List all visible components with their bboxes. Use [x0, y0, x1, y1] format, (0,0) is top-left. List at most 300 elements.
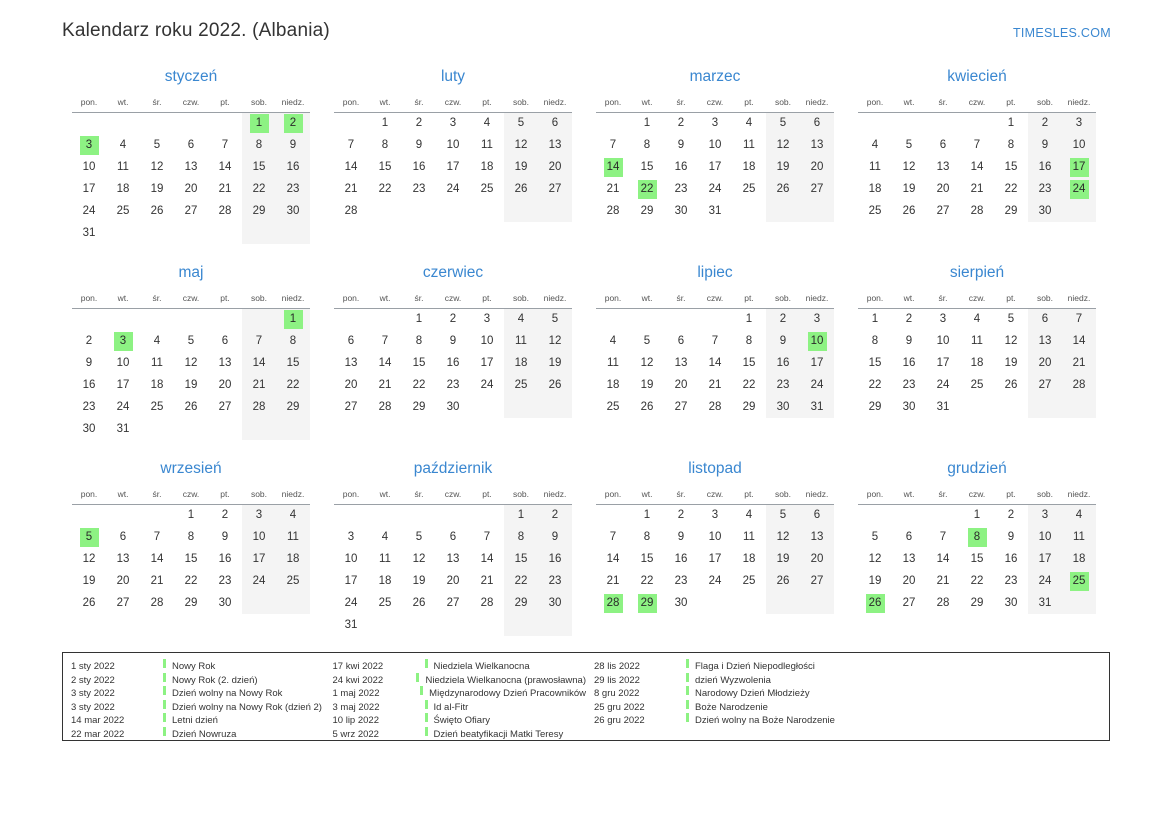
- day-cell[interactable]: [732, 526, 766, 548]
- day-cell[interactable]: [208, 592, 242, 614]
- day-cell[interactable]: [926, 526, 960, 548]
- day-cell[interactable]: [858, 352, 892, 374]
- day-cell[interactable]: [106, 156, 140, 178]
- day-cell[interactable]: [402, 592, 436, 614]
- day-cell[interactable]: [276, 200, 310, 222]
- day-cell[interactable]: [766, 112, 800, 134]
- day-cell[interactable]: [960, 548, 994, 570]
- day-cell[interactable]: [664, 592, 698, 614]
- day-cell[interactable]: [732, 330, 766, 352]
- day-cell[interactable]: [1028, 308, 1062, 330]
- day-cell[interactable]: [926, 396, 960, 418]
- day-cell[interactable]: [436, 548, 470, 570]
- day-cell[interactable]: [276, 570, 310, 592]
- day-cell[interactable]: [858, 156, 892, 178]
- day-cell[interactable]: [242, 526, 276, 548]
- day-cell[interactable]: [630, 200, 664, 222]
- day-cell[interactable]: [664, 178, 698, 200]
- day-cell[interactable]: [208, 374, 242, 396]
- day-cell[interactable]: [174, 200, 208, 222]
- day-cell[interactable]: [1028, 200, 1062, 222]
- day-cell[interactable]: [402, 112, 436, 134]
- day-cell[interactable]: [334, 330, 368, 352]
- day-cell[interactable]: [470, 570, 504, 592]
- day-cell[interactable]: [334, 570, 368, 592]
- day-cell[interactable]: [732, 178, 766, 200]
- day-cell[interactable]: [766, 548, 800, 570]
- day-cell[interactable]: [242, 570, 276, 592]
- day-cell[interactable]: [174, 548, 208, 570]
- day-cell[interactable]: [960, 178, 994, 200]
- day-cell[interactable]: [174, 396, 208, 418]
- day-cell[interactable]: [504, 112, 538, 134]
- day-cell[interactable]: [504, 352, 538, 374]
- day-cell[interactable]: [596, 396, 630, 418]
- day-cell[interactable]: [140, 526, 174, 548]
- day-cell[interactable]: [664, 396, 698, 418]
- day-cell[interactable]: [596, 592, 630, 614]
- day-cell[interactable]: [436, 178, 470, 200]
- day-cell[interactable]: [174, 156, 208, 178]
- day-cell[interactable]: [538, 330, 572, 352]
- day-cell[interactable]: [436, 570, 470, 592]
- day-cell[interactable]: [766, 156, 800, 178]
- day-cell[interactable]: [732, 112, 766, 134]
- day-cell[interactable]: [368, 330, 402, 352]
- day-cell[interactable]: [470, 352, 504, 374]
- day-cell[interactable]: [276, 526, 310, 548]
- day-cell[interactable]: [208, 330, 242, 352]
- day-cell[interactable]: [994, 570, 1028, 592]
- day-cell[interactable]: [242, 178, 276, 200]
- day-cell[interactable]: [402, 526, 436, 548]
- day-cell[interactable]: [1062, 330, 1096, 352]
- day-cell[interactable]: [242, 374, 276, 396]
- day-cell[interactable]: [1028, 504, 1062, 526]
- day-cell[interactable]: [470, 330, 504, 352]
- day-cell[interactable]: [858, 330, 892, 352]
- day-cell[interactable]: [504, 570, 538, 592]
- day-cell[interactable]: [140, 330, 174, 352]
- day-cell[interactable]: [732, 156, 766, 178]
- day-cell[interactable]: [276, 156, 310, 178]
- day-cell[interactable]: [766, 178, 800, 200]
- day-cell[interactable]: [630, 156, 664, 178]
- day-cell[interactable]: [436, 374, 470, 396]
- day-cell[interactable]: [664, 330, 698, 352]
- day-cell[interactable]: [470, 308, 504, 330]
- day-cell[interactable]: [402, 178, 436, 200]
- day-cell[interactable]: [926, 352, 960, 374]
- day-cell[interactable]: [334, 352, 368, 374]
- day-cell[interactable]: [630, 526, 664, 548]
- day-cell[interactable]: [208, 504, 242, 526]
- day-cell[interactable]: [698, 200, 732, 222]
- day-cell[interactable]: [960, 570, 994, 592]
- day-cell[interactable]: [766, 526, 800, 548]
- day-cell[interactable]: [242, 156, 276, 178]
- day-cell[interactable]: [960, 308, 994, 330]
- day-cell[interactable]: [334, 396, 368, 418]
- day-cell[interactable]: [630, 504, 664, 526]
- day-cell[interactable]: [402, 308, 436, 330]
- day-cell[interactable]: [242, 200, 276, 222]
- day-cell[interactable]: [892, 308, 926, 330]
- day-cell[interactable]: [368, 112, 402, 134]
- day-cell[interactable]: [1062, 308, 1096, 330]
- day-cell[interactable]: [766, 570, 800, 592]
- day-cell[interactable]: [596, 330, 630, 352]
- day-cell[interactable]: [1028, 592, 1062, 614]
- day-cell[interactable]: [994, 112, 1028, 134]
- day-cell[interactable]: [174, 504, 208, 526]
- day-cell[interactable]: [800, 352, 834, 374]
- day-cell[interactable]: [242, 396, 276, 418]
- day-cell[interactable]: [1028, 374, 1062, 396]
- day-cell[interactable]: [1062, 526, 1096, 548]
- day-cell[interactable]: [800, 374, 834, 396]
- day-cell[interactable]: [140, 548, 174, 570]
- day-cell[interactable]: [106, 352, 140, 374]
- day-cell[interactable]: [106, 330, 140, 352]
- day-cell[interactable]: [732, 570, 766, 592]
- day-cell[interactable]: [892, 374, 926, 396]
- day-cell[interactable]: [994, 156, 1028, 178]
- day-cell[interactable]: [1062, 112, 1096, 134]
- day-cell[interactable]: [1062, 178, 1096, 200]
- day-cell[interactable]: [538, 592, 572, 614]
- day-cell[interactable]: [208, 570, 242, 592]
- day-cell[interactable]: [334, 614, 368, 636]
- day-cell[interactable]: [504, 308, 538, 330]
- day-cell[interactable]: [436, 352, 470, 374]
- day-cell[interactable]: [630, 570, 664, 592]
- day-cell[interactable]: [208, 352, 242, 374]
- day-cell[interactable]: [334, 526, 368, 548]
- day-cell[interactable]: [698, 134, 732, 156]
- day-cell[interactable]: [1062, 374, 1096, 396]
- day-cell[interactable]: [208, 200, 242, 222]
- day-cell[interactable]: [994, 352, 1028, 374]
- day-cell[interactable]: [1028, 526, 1062, 548]
- day-cell[interactable]: [960, 200, 994, 222]
- day-cell[interactable]: [242, 112, 276, 134]
- day-cell[interactable]: [174, 592, 208, 614]
- day-cell[interactable]: [766, 308, 800, 330]
- day-cell[interactable]: [72, 526, 106, 548]
- day-cell[interactable]: [800, 396, 834, 418]
- day-cell[interactable]: [368, 178, 402, 200]
- day-cell[interactable]: [994, 200, 1028, 222]
- day-cell[interactable]: [504, 374, 538, 396]
- day-cell[interactable]: [140, 178, 174, 200]
- day-cell[interactable]: [892, 352, 926, 374]
- day-cell[interactable]: [994, 308, 1028, 330]
- day-cell[interactable]: [858, 178, 892, 200]
- day-cell[interactable]: [596, 134, 630, 156]
- day-cell[interactable]: [72, 134, 106, 156]
- day-cell[interactable]: [538, 352, 572, 374]
- day-cell[interactable]: [470, 592, 504, 614]
- day-cell[interactable]: [538, 156, 572, 178]
- day-cell[interactable]: [208, 178, 242, 200]
- day-cell[interactable]: [892, 526, 926, 548]
- day-cell[interactable]: [698, 330, 732, 352]
- day-cell[interactable]: [766, 396, 800, 418]
- day-cell[interactable]: [698, 504, 732, 526]
- day-cell[interactable]: [858, 570, 892, 592]
- day-cell[interactable]: [402, 374, 436, 396]
- day-cell[interactable]: [334, 374, 368, 396]
- day-cell[interactable]: [596, 178, 630, 200]
- day-cell[interactable]: [800, 504, 834, 526]
- day-cell[interactable]: [892, 592, 926, 614]
- day-cell[interactable]: [766, 352, 800, 374]
- day-cell[interactable]: [698, 352, 732, 374]
- day-cell[interactable]: [960, 156, 994, 178]
- day-cell[interactable]: [994, 178, 1028, 200]
- day-cell[interactable]: [538, 112, 572, 134]
- day-cell[interactable]: [664, 352, 698, 374]
- day-cell[interactable]: [630, 374, 664, 396]
- day-cell[interactable]: [664, 374, 698, 396]
- day-cell[interactable]: [402, 548, 436, 570]
- day-cell[interactable]: [174, 134, 208, 156]
- day-cell[interactable]: [858, 200, 892, 222]
- day-cell[interactable]: [106, 200, 140, 222]
- day-cell[interactable]: [72, 592, 106, 614]
- day-cell[interactable]: [994, 548, 1028, 570]
- day-cell[interactable]: [596, 156, 630, 178]
- day-cell[interactable]: [106, 396, 140, 418]
- day-cell[interactable]: [208, 134, 242, 156]
- day-cell[interactable]: [276, 504, 310, 526]
- day-cell[interactable]: [504, 526, 538, 548]
- day-cell[interactable]: [960, 526, 994, 548]
- day-cell[interactable]: [994, 134, 1028, 156]
- day-cell[interactable]: [106, 592, 140, 614]
- day-cell[interactable]: [276, 330, 310, 352]
- day-cell[interactable]: [106, 570, 140, 592]
- day-cell[interactable]: [72, 352, 106, 374]
- day-cell[interactable]: [368, 592, 402, 614]
- day-cell[interactable]: [368, 134, 402, 156]
- day-cell[interactable]: [630, 330, 664, 352]
- day-cell[interactable]: [698, 570, 732, 592]
- day-cell[interactable]: [208, 396, 242, 418]
- day-cell[interactable]: [368, 352, 402, 374]
- day-cell[interactable]: [174, 526, 208, 548]
- day-cell[interactable]: [698, 548, 732, 570]
- day-cell[interactable]: [892, 570, 926, 592]
- day-cell[interactable]: [72, 222, 106, 244]
- day-cell[interactable]: [1062, 156, 1096, 178]
- day-cell[interactable]: [892, 396, 926, 418]
- day-cell[interactable]: [664, 526, 698, 548]
- day-cell[interactable]: [402, 134, 436, 156]
- day-cell[interactable]: [140, 134, 174, 156]
- day-cell[interactable]: [538, 374, 572, 396]
- day-cell[interactable]: [402, 396, 436, 418]
- day-cell[interactable]: [664, 548, 698, 570]
- day-cell[interactable]: [276, 178, 310, 200]
- day-cell[interactable]: [276, 308, 310, 330]
- day-cell[interactable]: [538, 526, 572, 548]
- day-cell[interactable]: [368, 526, 402, 548]
- day-cell[interactable]: [72, 178, 106, 200]
- day-cell[interactable]: [664, 112, 698, 134]
- day-cell[interactable]: [732, 134, 766, 156]
- day-cell[interactable]: [72, 200, 106, 222]
- day-cell[interactable]: [994, 526, 1028, 548]
- day-cell[interactable]: [800, 330, 834, 352]
- day-cell[interactable]: [334, 178, 368, 200]
- day-cell[interactable]: [504, 330, 538, 352]
- day-cell[interactable]: [106, 548, 140, 570]
- day-cell[interactable]: [276, 112, 310, 134]
- day-cell[interactable]: [630, 396, 664, 418]
- day-cell[interactable]: [140, 200, 174, 222]
- day-cell[interactable]: [106, 526, 140, 548]
- day-cell[interactable]: [106, 374, 140, 396]
- day-cell[interactable]: [892, 330, 926, 352]
- day-cell[interactable]: [538, 548, 572, 570]
- day-cell[interactable]: [1028, 330, 1062, 352]
- day-cell[interactable]: [72, 570, 106, 592]
- day-cell[interactable]: [664, 570, 698, 592]
- day-cell[interactable]: [926, 592, 960, 614]
- day-cell[interactable]: [436, 526, 470, 548]
- day-cell[interactable]: [1028, 156, 1062, 178]
- day-cell[interactable]: [800, 570, 834, 592]
- day-cell[interactable]: [538, 308, 572, 330]
- day-cell[interactable]: [106, 134, 140, 156]
- day-cell[interactable]: [72, 330, 106, 352]
- day-cell[interactable]: [470, 134, 504, 156]
- day-cell[interactable]: [402, 330, 436, 352]
- day-cell[interactable]: [994, 330, 1028, 352]
- day-cell[interactable]: [732, 548, 766, 570]
- day-cell[interactable]: [436, 592, 470, 614]
- day-cell[interactable]: [630, 592, 664, 614]
- day-cell[interactable]: [1028, 134, 1062, 156]
- day-cell[interactable]: [664, 504, 698, 526]
- day-cell[interactable]: [1062, 570, 1096, 592]
- day-cell[interactable]: [470, 526, 504, 548]
- day-cell[interactable]: [960, 592, 994, 614]
- day-cell[interactable]: [858, 592, 892, 614]
- day-cell[interactable]: [1062, 504, 1096, 526]
- day-cell[interactable]: [664, 156, 698, 178]
- day-cell[interactable]: [994, 504, 1028, 526]
- day-cell[interactable]: [140, 396, 174, 418]
- day-cell[interactable]: [470, 548, 504, 570]
- day-cell[interactable]: [858, 308, 892, 330]
- day-cell[interactable]: [538, 504, 572, 526]
- day-cell[interactable]: [596, 200, 630, 222]
- day-cell[interactable]: [766, 330, 800, 352]
- day-cell[interactable]: [766, 134, 800, 156]
- day-cell[interactable]: [106, 418, 140, 440]
- day-cell[interactable]: [1028, 548, 1062, 570]
- day-cell[interactable]: [698, 112, 732, 134]
- day-cell[interactable]: [732, 308, 766, 330]
- day-cell[interactable]: [504, 134, 538, 156]
- day-cell[interactable]: [72, 418, 106, 440]
- day-cell[interactable]: [436, 308, 470, 330]
- day-cell[interactable]: [1028, 178, 1062, 200]
- day-cell[interactable]: [732, 396, 766, 418]
- day-cell[interactable]: [732, 352, 766, 374]
- day-cell[interactable]: [334, 134, 368, 156]
- day-cell[interactable]: [664, 200, 698, 222]
- day-cell[interactable]: [174, 178, 208, 200]
- day-cell[interactable]: [242, 352, 276, 374]
- day-cell[interactable]: [140, 352, 174, 374]
- day-cell[interactable]: [994, 374, 1028, 396]
- day-cell[interactable]: [436, 156, 470, 178]
- day-cell[interactable]: [926, 548, 960, 570]
- day-cell[interactable]: [800, 112, 834, 134]
- day-cell[interactable]: [596, 352, 630, 374]
- day-cell[interactable]: [402, 156, 436, 178]
- day-cell[interactable]: [766, 504, 800, 526]
- day-cell[interactable]: [174, 570, 208, 592]
- day-cell[interactable]: [926, 570, 960, 592]
- day-cell[interactable]: [800, 156, 834, 178]
- day-cell[interactable]: [72, 396, 106, 418]
- day-cell[interactable]: [630, 548, 664, 570]
- day-cell[interactable]: [858, 374, 892, 396]
- day-cell[interactable]: [926, 156, 960, 178]
- day-cell[interactable]: [1028, 112, 1062, 134]
- day-cell[interactable]: [276, 374, 310, 396]
- day-cell[interactable]: [72, 374, 106, 396]
- day-cell[interactable]: [926, 330, 960, 352]
- day-cell[interactable]: [858, 396, 892, 418]
- day-cell[interactable]: [538, 178, 572, 200]
- day-cell[interactable]: [800, 134, 834, 156]
- day-cell[interactable]: [596, 570, 630, 592]
- day-cell[interactable]: [960, 504, 994, 526]
- day-cell[interactable]: [504, 548, 538, 570]
- day-cell[interactable]: [208, 548, 242, 570]
- day-cell[interactable]: [960, 134, 994, 156]
- day-cell[interactable]: [174, 352, 208, 374]
- day-cell[interactable]: [334, 592, 368, 614]
- day-cell[interactable]: [858, 526, 892, 548]
- day-cell[interactable]: [402, 352, 436, 374]
- day-cell[interactable]: [436, 134, 470, 156]
- day-cell[interactable]: [732, 374, 766, 396]
- day-cell[interactable]: [892, 134, 926, 156]
- day-cell[interactable]: [960, 352, 994, 374]
- day-cell[interactable]: [630, 134, 664, 156]
- day-cell[interactable]: [698, 526, 732, 548]
- day-cell[interactable]: [732, 504, 766, 526]
- day-cell[interactable]: [698, 374, 732, 396]
- day-cell[interactable]: [242, 330, 276, 352]
- day-cell[interactable]: [596, 526, 630, 548]
- day-cell[interactable]: [208, 156, 242, 178]
- day-cell[interactable]: [368, 374, 402, 396]
- day-cell[interactable]: [926, 308, 960, 330]
- day-cell[interactable]: [630, 352, 664, 374]
- day-cell[interactable]: [140, 592, 174, 614]
- day-cell[interactable]: [960, 374, 994, 396]
- day-cell[interactable]: [664, 134, 698, 156]
- day-cell[interactable]: [368, 396, 402, 418]
